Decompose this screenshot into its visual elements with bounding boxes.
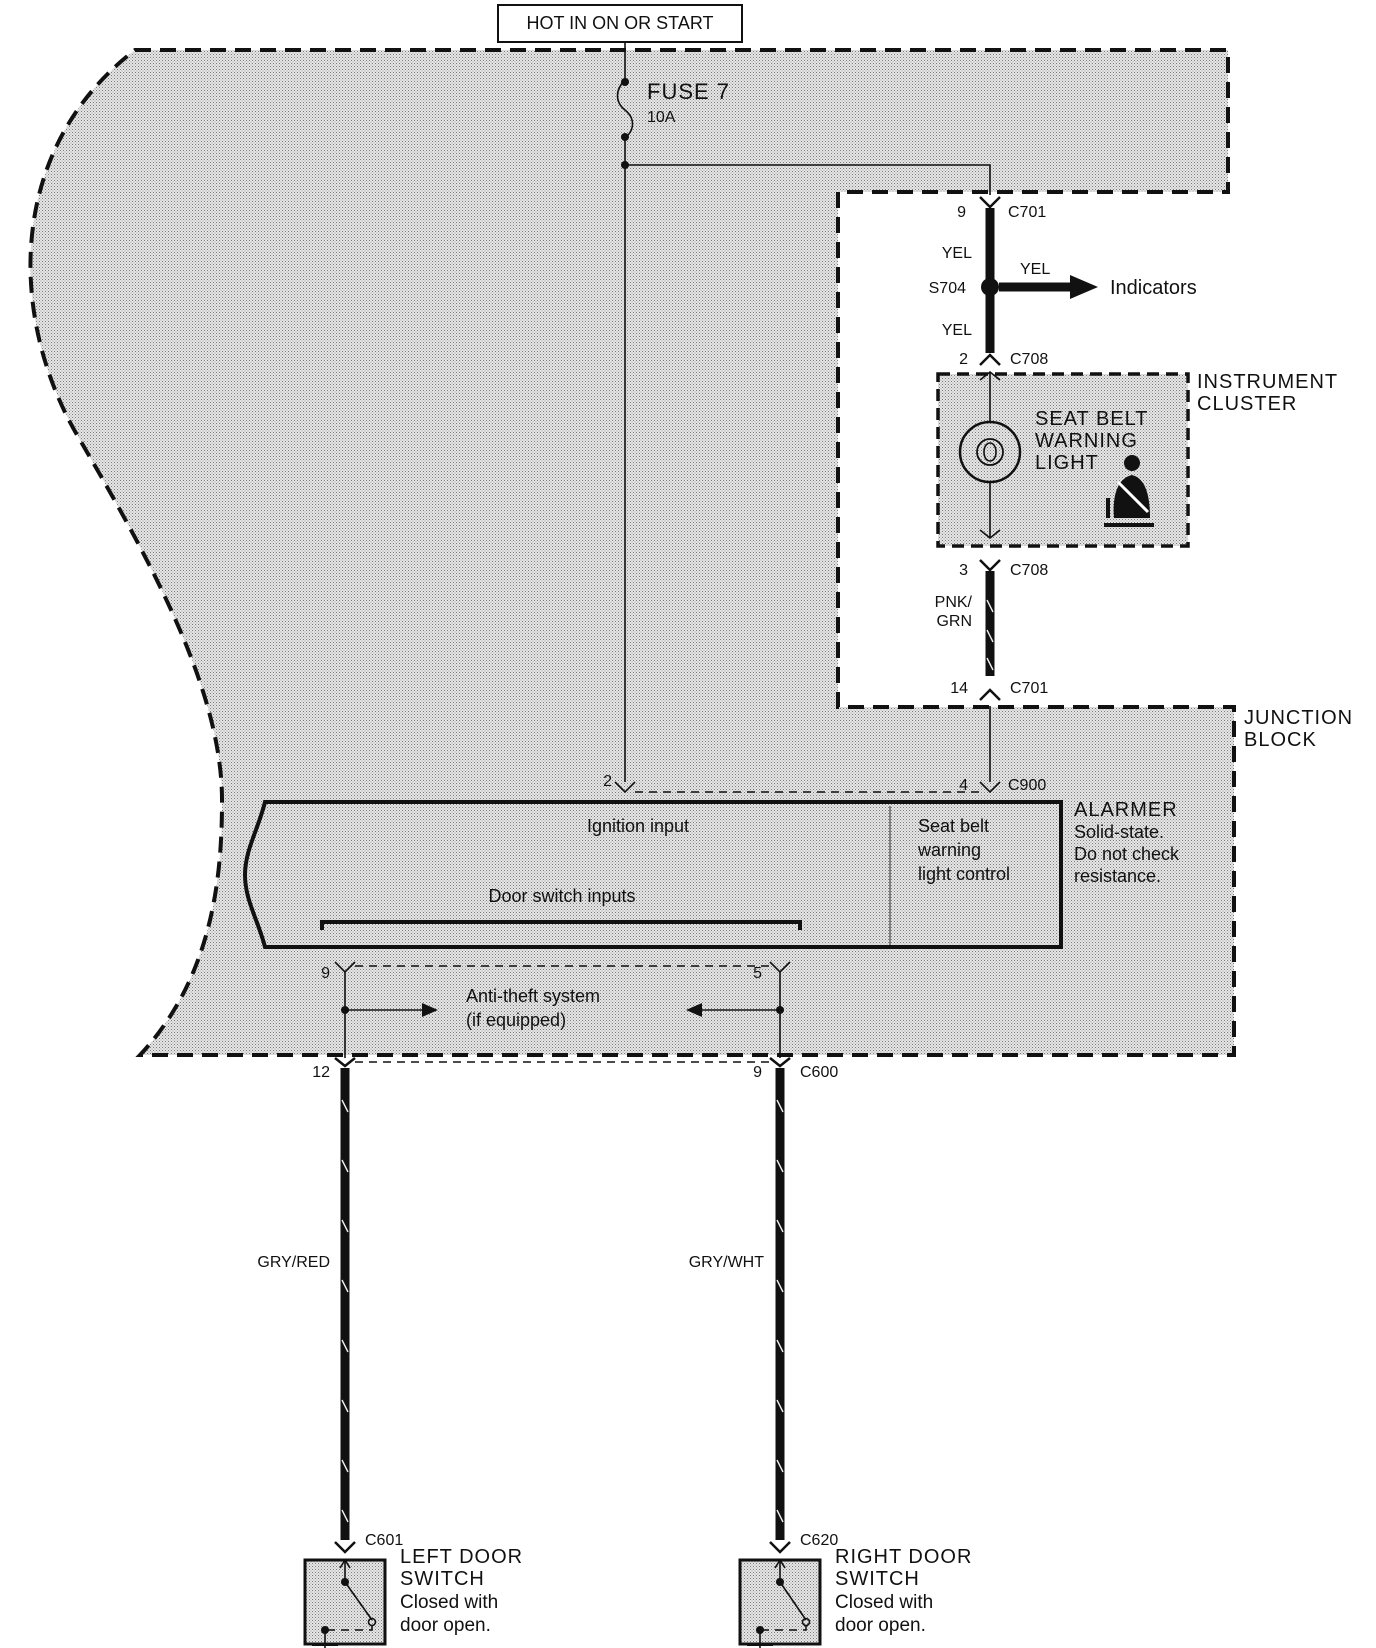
door-inputs-label: Door switch inputs bbox=[488, 886, 636, 906]
c600-name: C600 bbox=[800, 1064, 839, 1081]
c600-right-pin: 9 bbox=[753, 1064, 762, 1081]
c701-top-pin: 9 bbox=[957, 204, 966, 221]
yel-branch-label: YEL bbox=[1020, 261, 1051, 278]
gry-red-label: GRY/RED bbox=[257, 1254, 330, 1271]
c900-right-pin: 4 bbox=[959, 777, 968, 794]
ignition-input-label: Ignition input bbox=[586, 816, 690, 836]
seat-belt-label-3: LIGHT bbox=[1035, 452, 1099, 474]
c708-top-pin: 2 bbox=[959, 351, 968, 368]
alarmer-note-2: Do not check bbox=[1074, 844, 1180, 864]
junction-block-label-1: JUNCTION bbox=[1244, 707, 1354, 729]
c701-top-name: C701 bbox=[1008, 204, 1047, 221]
c600-left-pin: 12 bbox=[312, 1064, 330, 1081]
yel-lower-label: YEL bbox=[941, 322, 972, 339]
right-switch-note-1: Closed with bbox=[835, 1592, 934, 1613]
power-source-label: HOT IN ON OR START bbox=[526, 13, 714, 33]
fuse-node-top bbox=[621, 78, 629, 86]
c708-top-name: C708 bbox=[1010, 351, 1049, 368]
c900-left-pin: 2 bbox=[603, 773, 612, 790]
seat-belt-control-3: light control bbox=[918, 864, 1011, 884]
right-door-switch bbox=[740, 1560, 820, 1648]
anti-theft-label-2: (if equipped) bbox=[466, 1010, 567, 1030]
c601-label: C601 bbox=[365, 1532, 404, 1549]
right-switch-title-2: SWITCH bbox=[835, 1568, 920, 1590]
connector-c600-left bbox=[335, 1058, 355, 1066]
instrument-cluster-label-1: INSTRUMENT bbox=[1197, 371, 1339, 393]
right-switch-note-2: door open. bbox=[835, 1615, 926, 1636]
connector-c600-right bbox=[770, 1058, 790, 1066]
alarmer-note-1: Solid-state. bbox=[1074, 822, 1165, 842]
indicators-label: Indicators bbox=[1110, 277, 1197, 299]
left-switch-title-2: SWITCH bbox=[400, 1568, 485, 1590]
c708-bottom-name: C708 bbox=[1010, 562, 1049, 579]
left-switch-title-1: LEFT DOOR bbox=[400, 1546, 524, 1568]
c900-name: C900 bbox=[1008, 777, 1047, 794]
yel-upper-label: YEL bbox=[941, 245, 972, 262]
seat-belt-label-1: SEAT BELT bbox=[1035, 408, 1149, 430]
connector-c701-bottom bbox=[980, 690, 1000, 700]
c701-bottom-pin: 14 bbox=[950, 680, 968, 697]
seat-belt-control-2: warning bbox=[918, 840, 982, 860]
right-switch-title-1: RIGHT DOOR bbox=[835, 1546, 973, 1568]
c620-label: C620 bbox=[800, 1532, 839, 1549]
pnk-grn-label-2: GRN bbox=[936, 613, 972, 630]
fuse-rating: 10A bbox=[647, 109, 676, 126]
seat-belt-label-2: WARNING bbox=[1035, 430, 1138, 452]
indicators-arrow bbox=[1070, 275, 1098, 299]
inner-left-pin: 9 bbox=[321, 965, 330, 982]
c708-bottom-pin: 3 bbox=[959, 562, 968, 579]
alarmer-note-3: resistance. bbox=[1074, 866, 1162, 886]
alarmer-title: ALARMER bbox=[1074, 799, 1178, 821]
instrument-cluster-label-2: CLUSTER bbox=[1197, 393, 1298, 415]
connector-c708-top bbox=[980, 355, 1000, 365]
splice-label: S704 bbox=[928, 280, 966, 297]
connector-c708-bottom bbox=[980, 560, 1000, 570]
left-door-switch bbox=[305, 1560, 385, 1648]
c701-bottom-name: C701 bbox=[1010, 680, 1049, 697]
connector-c701-top bbox=[980, 197, 1000, 207]
inner-right-pin: 5 bbox=[753, 965, 762, 982]
junction-block-label-2: BLOCK bbox=[1244, 729, 1317, 751]
pnk-grn-label-1: PNK/ bbox=[934, 594, 972, 611]
seat-belt-control-1: Seat belt bbox=[918, 816, 990, 836]
connector-c620 bbox=[770, 1542, 790, 1552]
connector-c601 bbox=[335, 1542, 355, 1552]
left-switch-note-1: Closed with bbox=[400, 1592, 499, 1613]
gry-wht-label: GRY/WHT bbox=[688, 1254, 764, 1271]
fuse-label: FUSE 7 bbox=[647, 79, 731, 104]
left-switch-note-2: door open. bbox=[400, 1615, 491, 1636]
anti-theft-label-1: Anti-theft system bbox=[466, 986, 601, 1006]
fuse-node-bottom bbox=[621, 133, 629, 141]
splice-s704 bbox=[981, 278, 999, 296]
